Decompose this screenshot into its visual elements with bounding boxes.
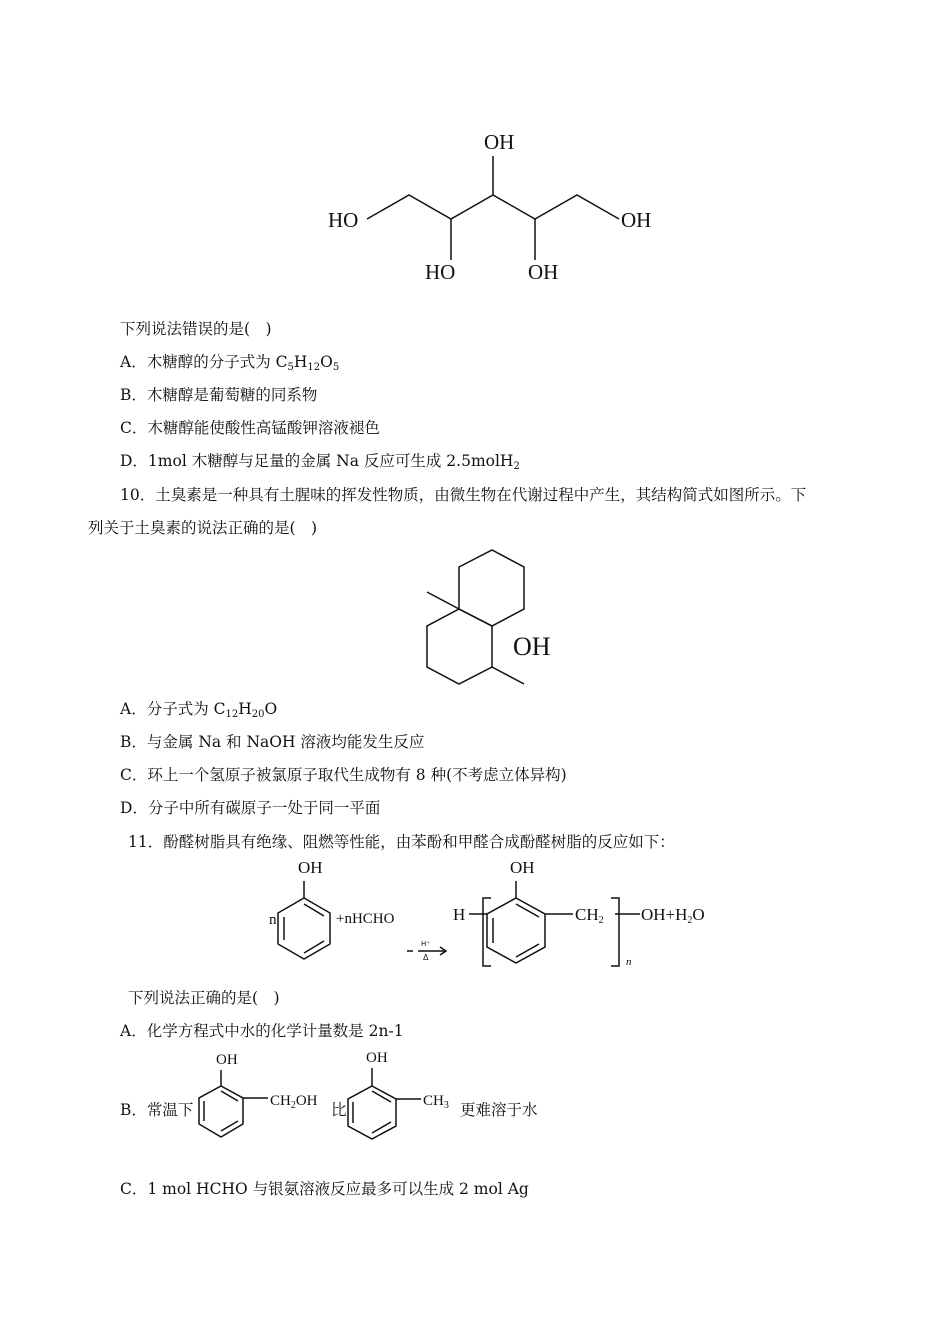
- plus-hcho-label: +nHCHO: [336, 911, 395, 927]
- salicyl-oh-label: OH: [216, 1052, 238, 1068]
- q10-a-sub2: 20: [251, 709, 265, 720]
- q9-a-h: H: [293, 353, 308, 371]
- q9-stem: 下列说法错误的是( ): [120, 320, 272, 338]
- ch2oh-sub: 2: [290, 1100, 296, 1111]
- ch3-ch: CH: [423, 1093, 444, 1109]
- q10-option-b: B．与金属 Na 和 NaOH 溶液均能发生反应: [120, 733, 425, 751]
- q10-stem-line1: 10．土臭素是一种具有土腥味的挥发性物质，由微生物在代谢过程中产生，其结构简式如图所示。下: [120, 486, 807, 504]
- q10-option-d: D．分子中所有碳原子一处于同一平面: [120, 799, 381, 817]
- q10-option-c: C．环上一个氢原子被氯原子取代生成物有 8 种(不考虑立体异构): [120, 766, 567, 784]
- heat-label: Δ: [423, 953, 429, 962]
- q11-stem: 11．酚醛树脂具有绝缘、阻燃等性能，由苯酚和甲醛合成酚醛树脂的反应如下：: [128, 833, 675, 851]
- q11-b-suffix: 更难溶于水: [460, 1101, 538, 1119]
- q11-b-mid: 比: [331, 1101, 347, 1119]
- q9-d-text: D．1mol 木糖醇与足量的金属 Na 反应可生成 2.5molH: [120, 452, 514, 470]
- polymer-oh-label: OH: [510, 858, 535, 877]
- water-o: O: [692, 905, 705, 924]
- oh-top-label: OH: [484, 130, 515, 154]
- q9-a-sub1: 5: [287, 362, 294, 373]
- ch2oh-ch: CH: [270, 1093, 291, 1109]
- ch2oh-label: [270, 1093, 318, 1114]
- ch2-ch: CH: [575, 905, 599, 924]
- ch2-sub: 2: [598, 915, 604, 926]
- geosmin-oh-label: OH: [513, 632, 551, 661]
- ch3-sub: 3: [443, 1100, 449, 1111]
- q11-option-a: A．化学方程式中水的化学计量数是 2n-1: [120, 1022, 404, 1040]
- oh-right-label: OH: [621, 208, 652, 232]
- n-coefficient: n: [269, 912, 277, 928]
- q9-a-o: O: [320, 353, 333, 371]
- q9-a-sub3: 5: [332, 362, 340, 373]
- phenol-oh-label: OH: [298, 858, 323, 877]
- q10-a-text: A．分子式为 C: [120, 700, 226, 718]
- ch2oh-oh: OH: [295, 1093, 318, 1109]
- q9-option-c: C．木糖醇能使酸性高锰酸钾溶液褪色: [120, 419, 380, 437]
- cresol-oh-label: OH: [366, 1050, 388, 1066]
- q10-a-sub1: 12: [225, 709, 239, 720]
- q11-option-c: C．1 mol HCHO 与银氨溶液反应最多可以生成 2 mol Ag: [120, 1180, 529, 1198]
- ch3-label: [423, 1093, 449, 1114]
- h-end-label: H: [453, 905, 466, 924]
- q11-b-prefix: B．常温下: [120, 1101, 194, 1119]
- q10-a-h: H: [238, 700, 252, 718]
- q9-d-sub: 2: [513, 461, 520, 472]
- repeat-n-label: n: [626, 956, 632, 968]
- q10-a-o: O: [264, 700, 278, 718]
- water-sub: 2: [687, 915, 693, 926]
- q9-a-text: A．木糖醇的分子式为 C: [120, 353, 288, 371]
- ho-bottom-label: HO: [425, 260, 456, 284]
- acid-catalyst-label: H⁺: [421, 940, 430, 948]
- oh-bottom-label: OH: [528, 260, 559, 284]
- oh-plus-h: OH+H: [641, 905, 688, 924]
- q9-a-sub2: 12: [307, 362, 321, 373]
- q9-option-b: B．木糖醇是葡萄糖的同系物: [120, 386, 318, 404]
- q10-stem-line2: 列关于土臭素的说法正确的是( ): [88, 519, 318, 537]
- q11-stem2: 下列说法正确的是( ): [128, 989, 280, 1007]
- ho-left-label: HO: [328, 208, 359, 232]
